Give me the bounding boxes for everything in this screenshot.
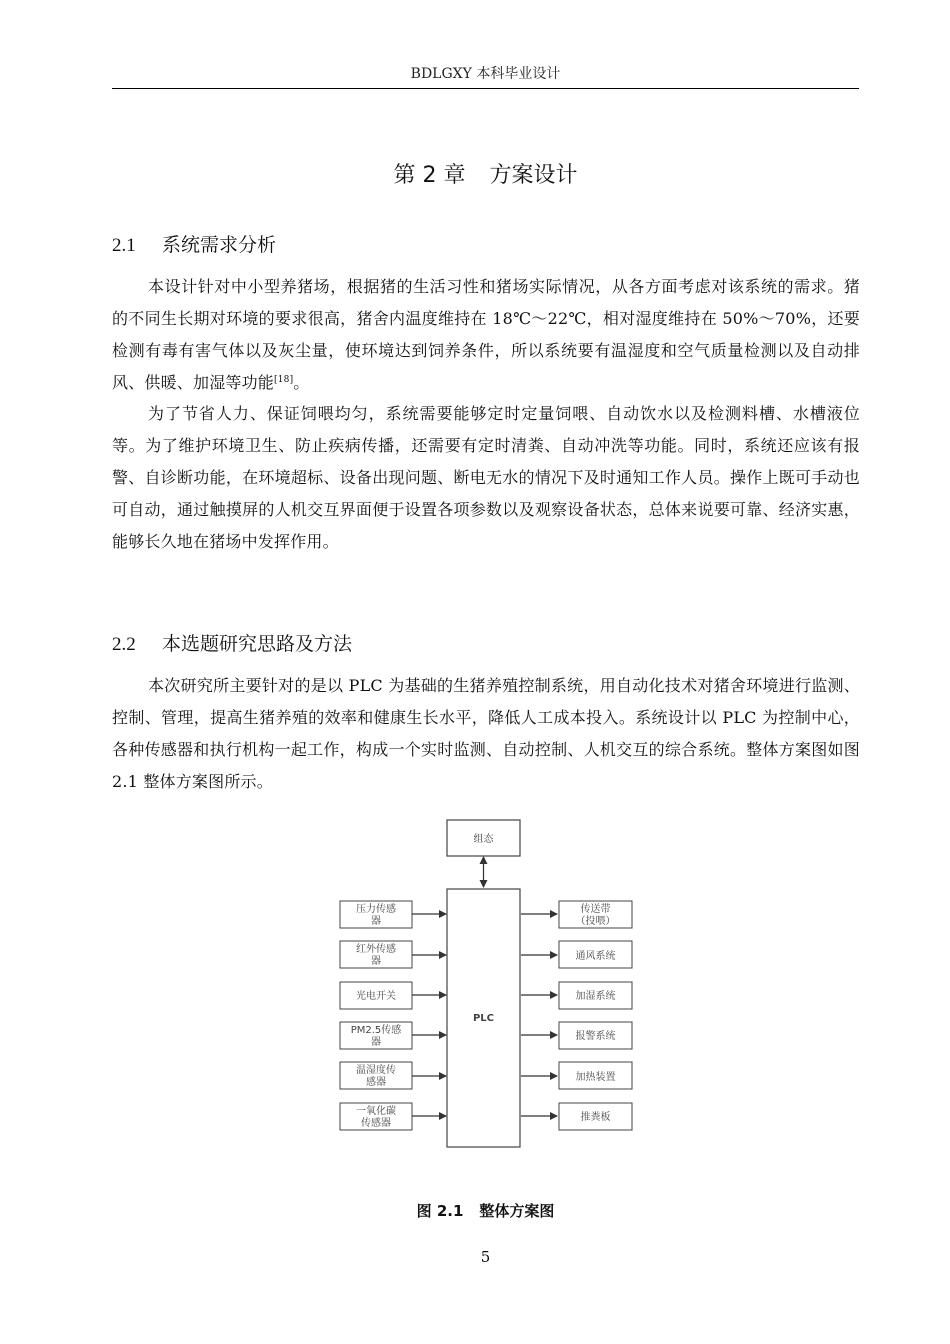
figure-title: 整体方案图 (479, 1202, 555, 1220)
paragraph-text: 本设计针对中小型养猪场，根据猪的生活习性和猪场实际情况，从各方面考虑对该系统的需求。猪的不同生长期对环境的要求很高，猪舍内温度维持在 18℃～22℃，相对湿度维持在 50%～70%，还要检测有毒有害气体以及灰尘量，使环境达到饲养条件，所以系统要有温湿度和空气质量检测以及自动排风、供暖、加湿等功能 (112, 277, 860, 392)
sensor-label: 感器 (366, 1077, 386, 1088)
figure-caption (112, 1200, 859, 1222)
sensor-label: 器 (371, 1037, 381, 1048)
sensor-label: 器 (371, 956, 381, 967)
section-title: 本选题研究思路及方法 (162, 633, 353, 655)
chapter-number: 第 2 章 (393, 163, 466, 188)
actuator-label: 通风系统 (575, 951, 616, 962)
actuator-label: 加湿系统 (575, 991, 616, 1002)
sensor-label: 压力传感 (356, 904, 396, 915)
actuator-label: 传送带 (580, 904, 611, 915)
sensor-label: 温湿度传 (356, 1065, 396, 1076)
paragraph-2-1-b: 为了节省人力、保证饲喂均匀，系统需要能够定时定量饲喂、自动饮水以及检测料槽、水槽液位等。为了维护环境卫生、防止疾病传播，还需要有定时清粪、自动冲洗等功能。同时，系统还应该有报警、自诊断功能，在环境超标、设备出现问题、断电无水的情况下及时通知工作人员。操作上既可手动也可自动，通过触摸屏的人机交互界面便于设置各项参数以及观察设备状态，总体来说要可靠、经济实惠，能够长久地在猪场中发挥作用。 (112, 404, 860, 551)
running-header: BDLGXY 本科毕业设计 (410, 66, 561, 82)
section-number: 2.2 (112, 634, 136, 655)
actuator-label: （投喂） (575, 916, 616, 927)
page-number: 5 (480, 1248, 491, 1266)
system-block-diagram (336, 814, 636, 1154)
figure-number: 图 2.1 (416, 1202, 464, 1220)
actuator-label: 加热装置 (575, 1072, 616, 1083)
sensor-label: 传感器 (361, 1118, 391, 1129)
actuator-label: 推粪板 (580, 1112, 611, 1123)
section-heading-2-1 (112, 231, 276, 260)
chapter-name: 方案设计 (489, 163, 578, 188)
output-actuators (521, 901, 632, 1130)
sensor-label: 器 (371, 916, 381, 927)
paragraph-end: 。 (293, 373, 310, 392)
sensor-label: 光电开关 (356, 991, 396, 1002)
input-sensors (340, 901, 446, 1130)
section-number: 2.1 (112, 235, 136, 256)
header-rule (112, 88, 859, 89)
sensor-label: 一氧化碳 (356, 1106, 396, 1117)
actuator-label: 报警系统 (575, 1031, 616, 1042)
plc-label: PLC (472, 1013, 495, 1024)
section-heading-2-2 (112, 630, 352, 659)
sensor-label: 红外传感 (356, 944, 396, 955)
paragraph-2-2-a: 本次研究所主要针对的是以 PLC 为基础的生猪养殖控制系统，用自动化技术对猪舍环境进行监测、控制、管理，提高生猪养殖的效率和健康生长水平，降低人工成本投入。系统设计以 PLC 为控制中心，各种传感器和执行机构一起工作，构成一个实时监测、自动控制、人机交互的综合系统。整体方案图如图 2.1 整体方案图所示。 (112, 676, 860, 791)
section-title: 系统需求分析 (162, 234, 277, 256)
hmi-label: 组态 (473, 834, 494, 845)
paragraph-2-1-a (112, 271, 860, 399)
chapter-title (112, 160, 859, 192)
sensor-label: PM2.5传感 (350, 1025, 402, 1036)
citation: [18] (274, 375, 294, 385)
